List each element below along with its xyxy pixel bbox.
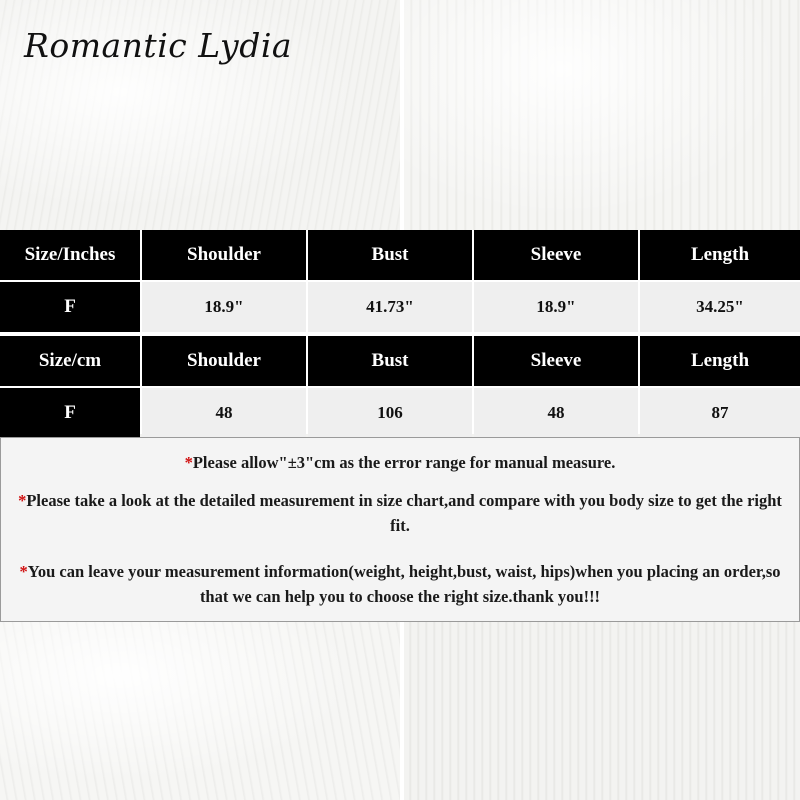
sleeve-value: 48 [474, 388, 638, 438]
header-bust: Bust [308, 230, 472, 280]
size-label: F [0, 388, 140, 438]
note-leave-info [7, 559, 793, 609]
brand-logo: Romantic Lydia [24, 26, 293, 65]
note-error-range [7, 450, 793, 475]
inches-header-row [0, 230, 800, 280]
bust-value: 41.73" [308, 282, 472, 332]
length-value: 34.25" [640, 282, 800, 332]
header-bust: Bust [308, 336, 472, 386]
knit-photo-bottom-left [0, 622, 400, 800]
knit-photo-bottom-right [404, 622, 800, 800]
note-text: Please take a look at the detailed measurement in size chart,and compare with you body size to get the right fit. [26, 491, 782, 535]
measurement-notes [0, 437, 800, 622]
header-shoulder: Shoulder [142, 336, 306, 386]
size-chart [0, 230, 800, 434]
note-text: Please allow"±3"cm as the error range for manual measure. [192, 453, 616, 472]
header-size-cm: Size/cm [0, 336, 140, 386]
note-text: You can leave your measurement information(weight, height,bust, waist, hips)when you placing an order,so that we can help you to choose the right size.thank you!!! [27, 562, 781, 606]
asterisk: * [184, 453, 193, 472]
header-length: Length [640, 336, 800, 386]
inches-value-row [0, 282, 800, 332]
asterisk: * [19, 562, 28, 581]
header-size-inches: Size/Inches [0, 230, 140, 280]
header-sleeve: Sleeve [474, 230, 638, 280]
header-shoulder: Shoulder [142, 230, 306, 280]
length-value: 87 [640, 388, 800, 438]
shoulder-value: 48 [142, 388, 306, 438]
asterisk: * [18, 491, 27, 510]
note-size-chart [7, 488, 793, 538]
size-label: F [0, 282, 140, 332]
cm-header-row [0, 336, 800, 386]
bust-value: 106 [308, 388, 472, 438]
header-sleeve: Sleeve [474, 336, 638, 386]
knit-photo-top-right [404, 0, 800, 230]
cm-value-row [0, 388, 800, 438]
sleeve-value: 18.9" [474, 282, 638, 332]
shoulder-value: 18.9" [142, 282, 306, 332]
header-length: Length [640, 230, 800, 280]
